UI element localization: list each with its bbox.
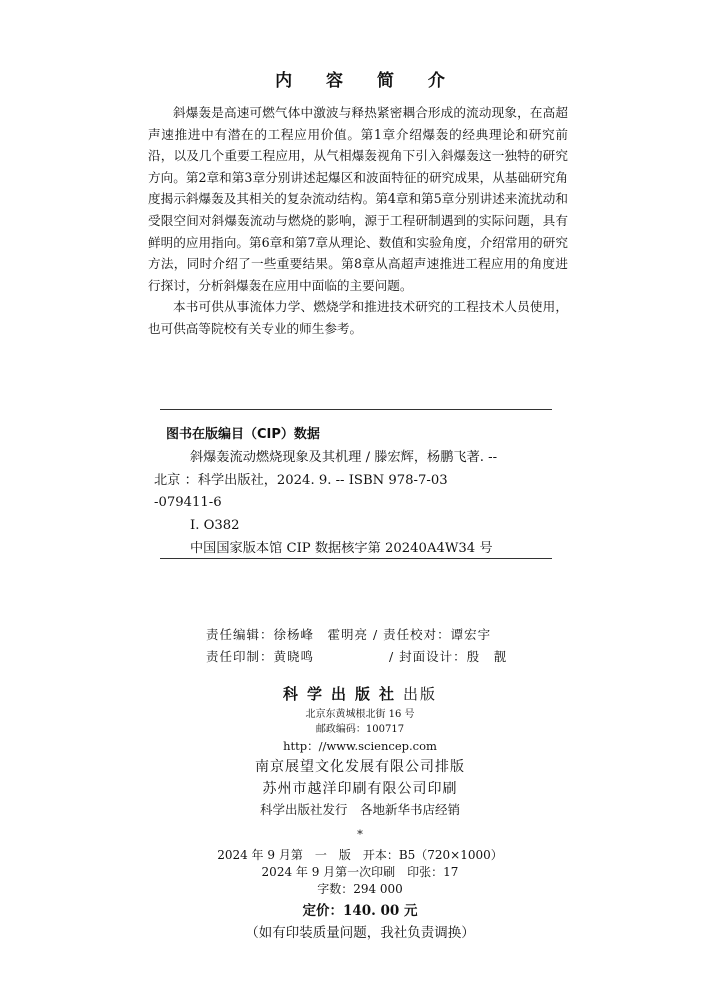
publisher-logo-name: 科学出版社 bbox=[282, 685, 403, 703]
cip-line-title: 斜爆轰流动燃烧现象及其机理 / 滕宏辉，杨鹏飞著. -- bbox=[190, 449, 498, 465]
typesetter: 南京展望文化发展有限公司排版 bbox=[255, 759, 465, 775]
publisher-url: http：//www.sciencep.com bbox=[283, 739, 437, 753]
credits-row-editors: 责任编辑：徐杨峰 霍明亮 / 责任校对：谭宏宇 bbox=[206, 627, 492, 642]
summary-paragraph-2: 本书可供从事流体力学、燃烧学和推进技术研究的工程技术人员使用，也可供高等院校有关专业的师生参考。 bbox=[148, 299, 568, 336]
cip-line-isbn: -079411-6 bbox=[154, 495, 222, 511]
summary-section bbox=[148, 102, 568, 340]
printer: 苏州市越洋印刷有限公司印刷 bbox=[262, 781, 458, 797]
page-title: 内 容 简 介 bbox=[275, 71, 459, 91]
cip-header: 图书在版编目（CIP）数据 bbox=[166, 427, 320, 442]
credits-row-print bbox=[206, 646, 507, 668]
price: 定价：140. 00 元 bbox=[302, 903, 418, 919]
publisher-address: 北京东黄城根北街 16 号 bbox=[305, 709, 415, 720]
distribution: 科学出版社发行 各地新华书店经销 bbox=[259, 802, 460, 817]
printing-info: 2024 年 9 月第一次印刷 印张：17 bbox=[261, 865, 459, 879]
cip-line-class: Ⅰ. O382 bbox=[190, 518, 240, 534]
publisher-suffix: 出版 bbox=[403, 685, 438, 703]
publisher-postcode: 邮政编码：100717 bbox=[315, 724, 405, 735]
publisher-line bbox=[0, 683, 720, 705]
summary-paragraph-1: 斜爆轰是高速可燃气体中激波与释热紧密耦合形成的流动现象，在高超声速推进中有潜在的工程应用价值。第1章介绍爆轰的经典理论和研究前沿，以及几个重要工程应用，从气相爆轰视角下引入斜爆轰这一独特的研究方向。第2章和第3章分别讲述起爆区和波面特征的研究成果，从基础研究角度揭示斜爆轰及其相关的复杂流动结构。第4章和第5章分别讲述来流扰动和受限空间对斜爆轰流动与燃烧的影响，源于工程研制遇到的实际问题，具有鲜明的应用指向。第6章和第7章从理论、数值和实验角度，介绍常用的研究方法，同时介绍了一些重要结果。第8章从高超声速推进工程应用的角度进行探讨，分析斜爆轰在应用中面临的主要问题。 bbox=[148, 105, 568, 293]
cip-bottom-rule bbox=[160, 558, 552, 559]
publisher-block bbox=[0, 683, 720, 944]
separator-mark: * bbox=[357, 827, 363, 841]
word-count: 字数：294 000 bbox=[317, 882, 403, 896]
edition-info: 2024 年 9 月第 一 版 开本：B5（720×1000） bbox=[217, 848, 503, 862]
cip-block bbox=[154, 424, 556, 561]
quality-note: （如有印装质量问题，我社负责调换） bbox=[245, 925, 475, 941]
cip-line-imprint: 北京 ：科学出版社，2024. 9. -- ISBN 978-7-03 bbox=[154, 472, 448, 488]
credits-cover-designer: / 封面设计：殷 靓 bbox=[389, 649, 508, 664]
credits-block bbox=[206, 624, 507, 668]
credits-print-manager: 责任印制：黄晓鸣 bbox=[206, 649, 315, 664]
cip-top-rule bbox=[160, 409, 552, 410]
cip-line-number: 中国国家版本馆 CIP 数据核字第 20240A4W34 号 bbox=[190, 540, 493, 556]
